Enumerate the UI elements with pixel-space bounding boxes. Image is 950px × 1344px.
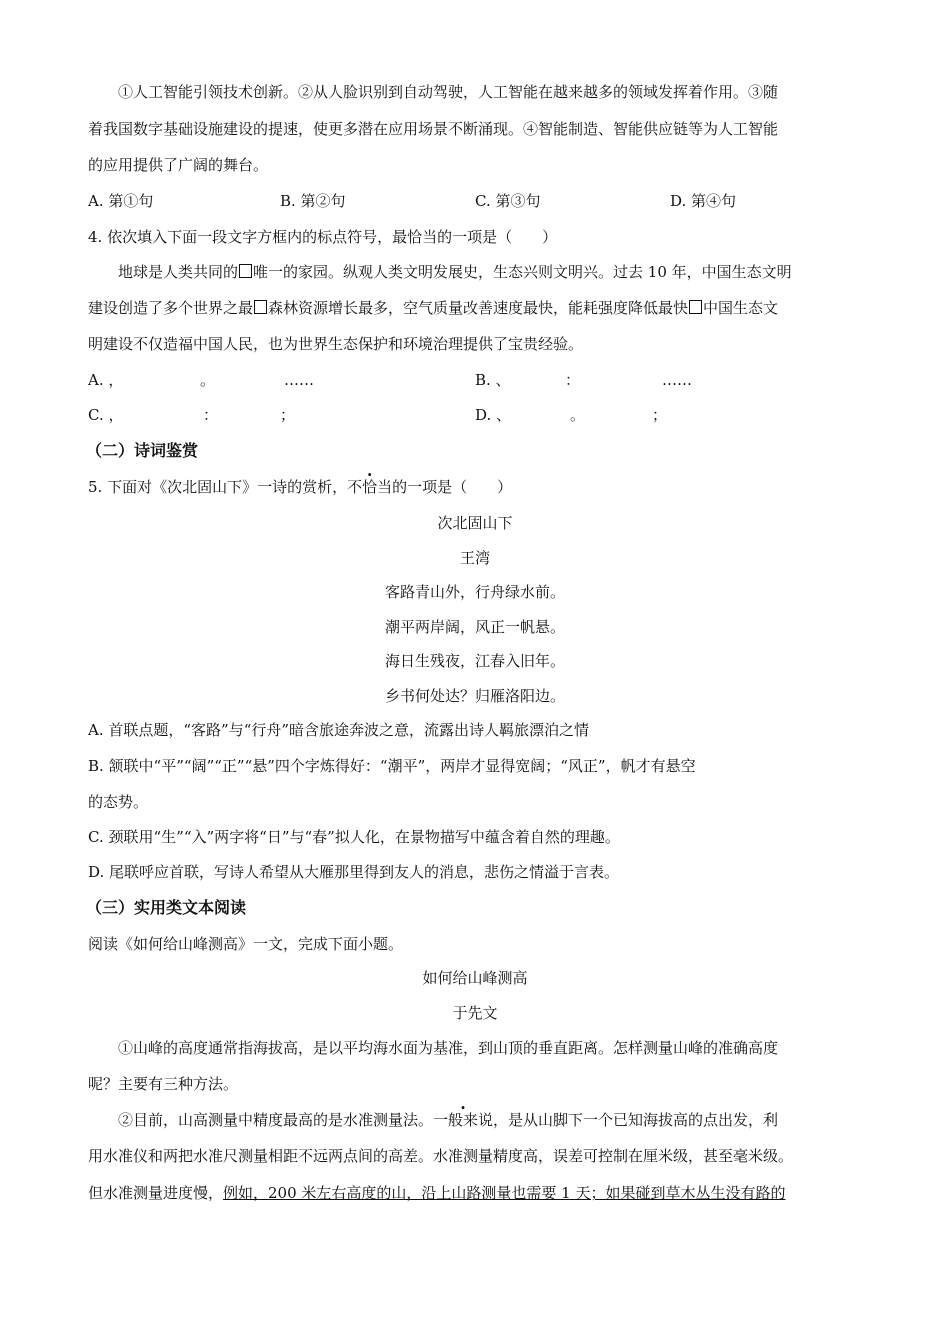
reading-intro: 阅读《如何给山峰测高》一文，完成下面小题。 [88,935,404,953]
section-heading-reading: （三）实用类文本阅读 [86,898,247,917]
q4-option-b-mark-3: …… [662,371,692,389]
underlined-text: 例如，200 米左右高度的山，沿上山路测量也需要 1 天；如果碰到草木丛生没有路的 [223,1184,786,1202]
poem-line-4: 乡书何处达？归雁洛阳边。 [384,687,565,705]
q4-text-line-2: 建设创造了多个世界之最 森林资源增长最多，空气质量改善速度最快，能耗强度降低最快 中国生态文 [88,299,779,317]
emphasis-text: 不恰当 [347,478,393,496]
q5-option-a: A. 首联点题，“客路”与“行舟”暗含旅途奔波之意，流露出诗人羁旅漂泊之情 [88,721,590,739]
poem-line-1: 客路青山外，行舟绿水前。 [384,583,565,601]
q5-option-b-line-2: 的态势。 [88,793,149,811]
article-p1-line-2: 呢？主要有三种方法。 [88,1075,239,1093]
q3-option-c: C. 第③句 [475,192,541,210]
article-title: 如何给山峰测高 [422,969,528,987]
article-p1-line-1: ①山峰的高度通常指海拔高，是以平均海水面为基准，到山顶的垂直距离。怎样测量山峰的准确高度 [118,1039,779,1057]
q3-option-d: D. 第④句 [670,192,737,210]
article-p2-line-3: 但水准测量进度慢，例如，200 米左右高度的山，沿上山路测量也需要 1 天；如果碰到草木丛生没有路的 [88,1184,786,1202]
q3-text-line-2: 着我国数字基础设施建设的提速，使更多潜在应用场景不断涌现。④智能制造、智能供应链等为人工智能 [88,120,779,138]
q4-option-c-mark-3: ； [280,406,296,424]
emphasis-text: 一般来说 [433,1111,494,1129]
q5-option-d: D. 尾联呼应首联，写诗人希望从大雁那里得到友人的消息，悲伤之情溢于言表。 [88,863,620,881]
blank-box [239,264,252,278]
q4-option-d-mark-3: ； [652,406,668,424]
poem-line-2: 潮平两岸阔，风正一帆悬。 [384,618,565,636]
q5-option-c: C. 颈联用“生”“入”两字将“日”与“春”拟人化，在景物描写中蕴含着自然的理趣。 [88,828,620,846]
poem-line-3: 海日生残夜，江春入旧年。 [384,652,565,670]
q3-option-b: B. 第②句 [280,192,346,210]
blank-box [254,300,267,314]
q3-text-line-1: ①人工智能引领技术创新。②从人脸识别到自动驾驶，人工智能在越来越多的领域发挥着作用。③随 [118,83,779,101]
article-p2-line-1: ②目前，山高测量中精度最高的是水准测量法。一般来说，是从山脚下一个已知海拔高的点出发，利 [118,1111,779,1129]
section-heading-poetry: （二）诗词鉴赏 [86,441,199,460]
q4-option-b-mark-2: ： [565,371,581,389]
poem-title: 次北固山下 [437,514,513,532]
q4-stem: 4. 依次填入下面一段文字方框内的标点符号，最恰当的一项是（ ） [88,228,558,246]
q3-text-line-3: 的应用提供了广阔的舞台。 [88,156,269,174]
q4-text-line-3: 明建设不仅造福中国人民，也为世界生态保护和环境治理提供了宝贵经验。 [88,335,584,353]
q4-option-a-mark-2: 。 [200,371,216,389]
q5-stem: 5. 下面对《次北固山下》一诗的赏析，不恰当的一项是（ ） [88,478,513,496]
article-author: 于先文 [452,1004,498,1022]
q4-option-c-mark-1: C. ， [88,406,124,424]
q4-option-a-mark-1: A. ， [88,371,124,389]
poem-author: 王湾 [459,549,490,567]
article-p2-line-2: 用水准仪和两把水准尺测量相距不远两点间的高差。水准测量精度高，误差可控制在厘米级，甚至毫米级。 [88,1147,794,1165]
blank-box [689,300,702,314]
q4-option-c-mark-2: ： [203,406,219,424]
q4-option-d-mark-1: D. 、 [475,406,512,424]
q4-text-line-1: 地球是人类共同的 唯一的家园。纵观人类文明发展史，生态兴则文明兴。过去 10 年，中国生态文明 [118,263,792,281]
q5-option-b-line-1: B. 颔联中“平”“阔”“正”“悬”四个字炼得好：“潮平”，两岸才显得宽阔；“风正”，帆才有悬空 [88,757,696,775]
q3-option-a: A. 第①句 [88,192,154,210]
q4-option-a-mark-3: …… [284,371,314,389]
q4-option-b-mark-1: B. 、 [475,371,511,389]
q4-option-d-mark-2: 。 [570,406,586,424]
